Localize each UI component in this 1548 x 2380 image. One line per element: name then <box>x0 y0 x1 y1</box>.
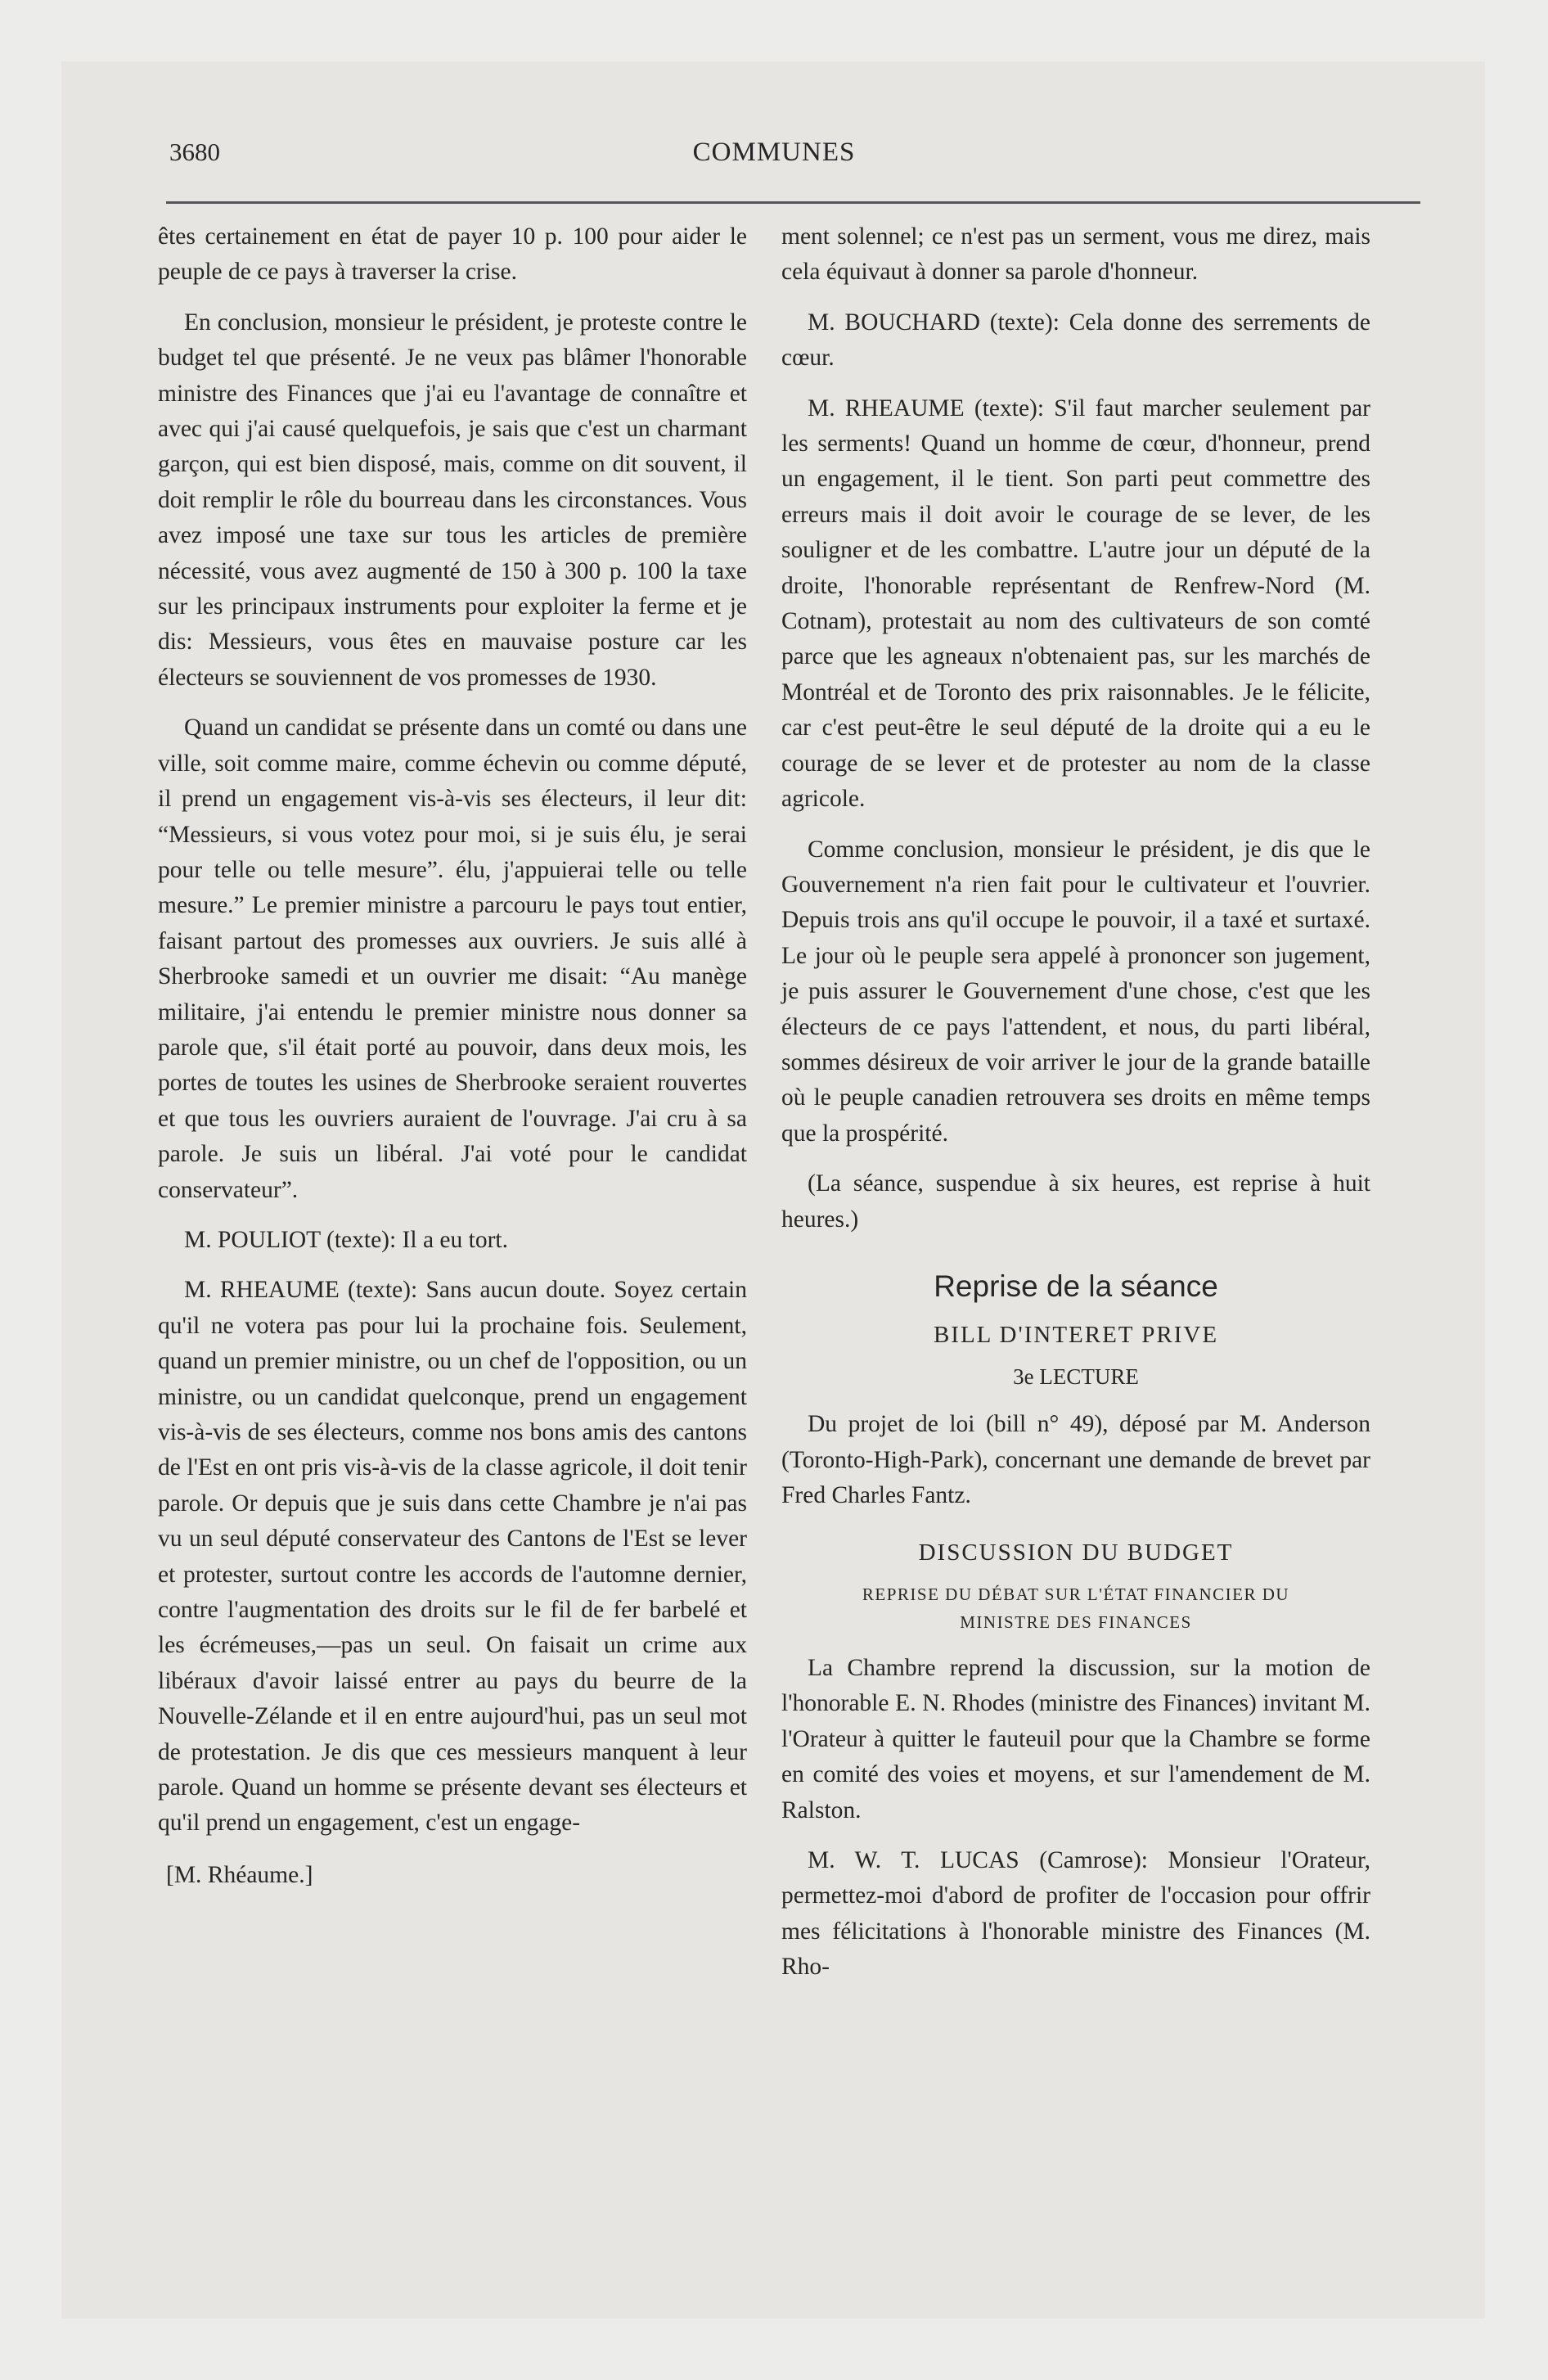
paragraph: M. BOUCHARD (texte): Cela donne des serrements de cœur. <box>781 309 1370 372</box>
section-heading: Reprise de la séance <box>934 1269 1218 1303</box>
paragraph: M. RHEAUME (texte): Sans aucun doute. Soyez certain qu'il ne votera pas pour lui la prochaine fois. Seulement, quand un premier ministre, ou un chef de l'opposition, ou un ministre, ou un candidat quelconque, prend un engagement vis-à-vis de ses électeurs, comme nos bons amis des cantons de l'Est en ont pris vis-à-vis de la classe agricole, il doit tenir parole. Or depuis que je suis dans cette Chambre je n'ai pas vu un seul député conservateur des Cantons de l'Est se lever et protester, surtout contre les accords de l'automne dernier, contre l'augmentation des droits sur le fil de fer barbelé et les écrémeuses,—pas un seul. On faisait un crime aux libéraux d'avoir laissé entrer au pays du beurre de la Nouvelle-Zélande et il en entre aujourd'hui, pas un seul mot de protestation. Je dis que ces messieurs manquent à leur parole. Quand un homme se présente devant ses électeurs et qu'il prend un engagement, c'est un engage- <box>158 1277 747 1837</box>
budget-subheading-line-1: REPRISE DU DÉBAT SUR L'ÉTAT FINANCIER DU <box>862 1584 1290 1604</box>
paragraph: Comme conclusion, monsieur le président, je dis que le Gouvernement n'a rien fait pour le cultivateur et l'ouvrier. Depuis trois ans qu'il occupe le pouvoir, il a taxé et surtaxé. Le jour où le peuple sera appelé à prononcer son jugement, je puis assurer le Gouvernement d'une chose, c'est que les électeurs de ce pays l'attendent, et nous, du parti libéral, sommes désireux de voir arriver le jour de la grande bataille où le peuple canadien retrouvera ses droits en même temps que la prospérité. <box>781 836 1370 1147</box>
bill-heading: BILL D'INTERET PRIVE <box>933 1321 1219 1348</box>
paragraph: En conclusion, monsieur le président, je proteste contre le budget tel que présenté. Je ne veux pas blâmer l'honorable ministre des Finances que j'ai eu l'avantage de connaître et avec qui j'ai causé quelquefois, je sais que c'est un charmant garçon, qui est bien disposé, mais, comme on dit souvent, il doit remplir le rôle du bourreau dans les circonstances. Vous avez imposé une taxe sur tous les articles de première nécessité, vous avez augmenté de 150 à 300 p. 100 la taxe sur les principaux instruments pour exploiter la ferme et je dis: Messieurs, vous êtes en mauvaise posture car les électeurs se souviennent de vos promesses de 1930. <box>158 309 747 691</box>
budget-heading: DISCUSSION DU BUDGET <box>918 1539 1234 1566</box>
paragraph: M. RHEAUME (texte): S'il faut marcher seulement par les serments! Quand un homme de cœur, d'honneur, prend un engagement, il le tient. Son parti peut commettre des erreurs mais il doit avoir le courage de se lever, de les souligner et de les combattre. L'autre jour un député de la droite, l'honorable représentant de Renfrew-Nord (M. Cotnam), protestait au nom des cultivateurs de son comté parce que les agneaux n'obtenaient pas, sur les marchés de Montréal et de Toronto des prix raisonnables. Je le félicite, car c'est peut-être le seul député de la droite qui a eu le courage de se lever et de protester au nom de la classe agricole. <box>781 394 1370 813</box>
reading-label: 3e LECTURE <box>1013 1364 1139 1390</box>
paragraph: M. W. T. LUCAS (Camrose): Monsieur l'Orateur, permettez-moi d'abord de profiter de l'occasion pour offrir mes félicitations à l'honorable ministre des Finances (M. Rho- <box>781 1847 1370 1981</box>
right-column <box>781 219 1370 2000</box>
paragraph: La Chambre reprend la discussion, sur la motion de l'honorable E. N. Rhodes (ministre des Finances) invitant M. l'Orateur à quitter le fauteuil pour que la Chambre se forme en comité des voies et moyens, et sur l'amendement de M. Ralston. <box>781 1655 1370 1823</box>
header-rule <box>166 201 1420 204</box>
speaker-reference: [M. Rhéaume.] <box>166 1861 313 1888</box>
paragraph: M. POULIOT (texte): Il a eu tort. <box>184 1226 508 1253</box>
paragraph: (La séance, suspendue à six heures, est reprise à huit heures.) <box>781 1170 1370 1233</box>
paragraph: êtes certainement en état de payer 10 p. 100 pour aider le peuple de ce pays à traverser la crise. <box>158 223 747 286</box>
paragraph: ment solennel; ce n'est pas un serment, vous me direz, mais cela équivaut à donner sa parole d'honneur. <box>781 223 1370 286</box>
left-column <box>158 219 747 1908</box>
budget-subheading-line-2: MINISTRE DES FINANCES <box>960 1612 1192 1632</box>
page-number: 3680 <box>169 137 220 166</box>
paragraph: Du projet de loi (bill n° 49), déposé par M. Anderson (Toronto-High-Park), concernant une demande de brevet par Fred Charles Fantz. <box>781 1411 1370 1509</box>
paragraph: Quand un candidat se présente dans un comté ou dans une ville, soit comme maire, comme échevin ou comme député, il prend un engagement vis-à-vis ses électeurs, il leur dit: “Messieurs, si vous votez pour moi, si je suis élu, je serai pour telle ou telle mesure”. élu, j'appuierai telle ou telle mesure.” Le premier ministre a parcouru le pays tout entier, faisant partout des promesses aux ouvriers. Je suis allé à Sherbrooke samedi et un ouvrier me disait: “Au manège militaire, j'ai entendu le premier ministre nous donner sa parole que, s'il était porté au pouvoir, dans deux mois, les portes de toutes les usines de Sherbrooke seraient rouvertes et que tous les ouvriers auraient de l'ouvrage. J'ai cru à sa parole. Je suis un libéral. J'ai voté pour le candidat conservateur”. <box>158 714 747 1203</box>
reading-heading <box>781 1363 1370 1392</box>
page-header-title: COMMUNES <box>692 137 856 167</box>
budget-subheading <box>781 1580 1370 1636</box>
